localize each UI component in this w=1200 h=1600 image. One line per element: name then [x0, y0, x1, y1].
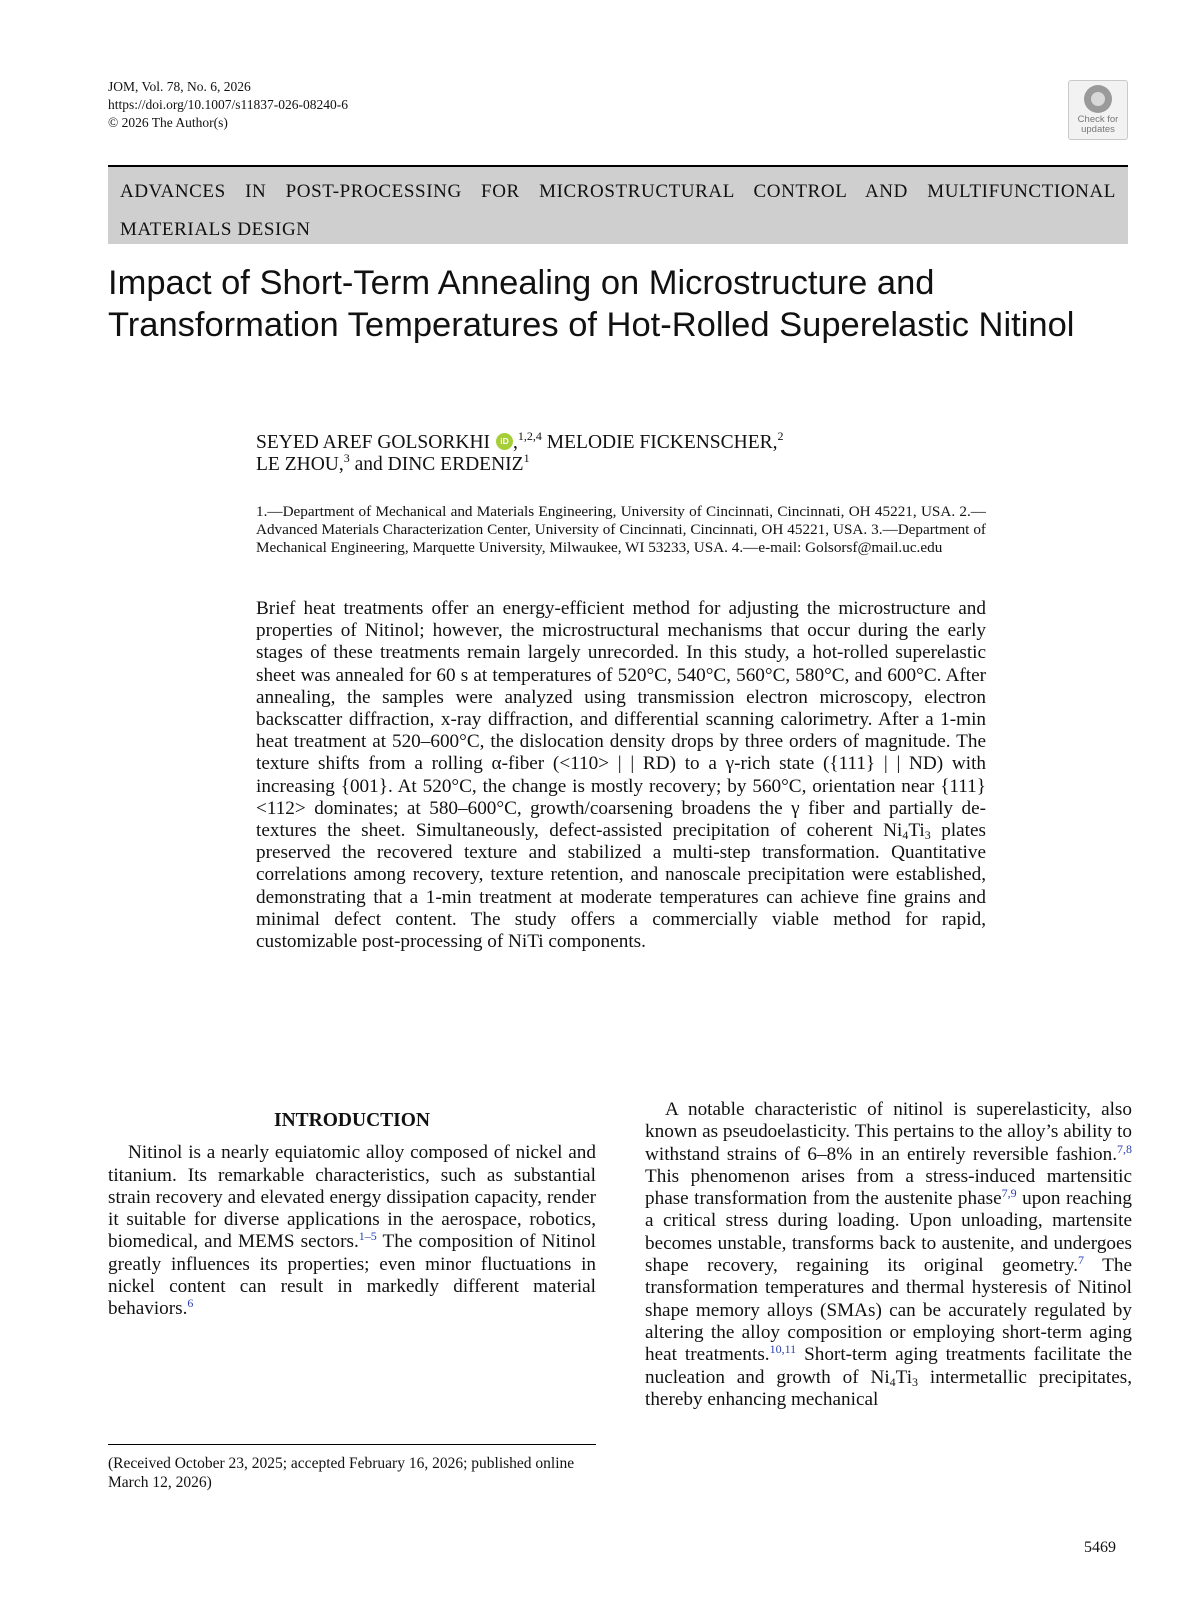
abstract-text: Brief heat treatments offer an energy-efficient method for adjusting the microstructure and properties of Nitinol; however, the microstructural mechanisms that occur during the early stages of these treatments remain largely unrecorded. In this study, a hot-rolled superelastic sheet was annealed for 60 s at temperatures of 520°C, 540°C, 560°C, 580°C, and 600°C. After annealing, the samples were analyzed using transmission electron microscopy, electron backscatter diffraction, x-ray diffraction, and differential scanning calorimetry. After a 1-min heat treatment at 520–600°C, the dislocation density drops by three orders of magnitude. The texture shifts from a rolling α-fiber (<110> | | RD) to a γ-rich state ({111} | | ND) with increasing {001}. At 520°C, the change is mostly recovery; by 560°C, orientation near {111}<112> dominates; at 580–600°C, growth/coarsening broadens the γ fiber and partially de-textures the sheet. Simultaneously, defect-assisted precipitation of coherent Ni — [256, 598, 986, 842]
author-conjunction: and — [354, 454, 383, 475]
subscript: 4 — [889, 1374, 896, 1389]
badge-label: Check for updates — [1077, 114, 1119, 135]
citation-link[interactable]: 10,11 — [769, 1342, 797, 1357]
citation-link[interactable]: 7,8 — [1117, 1141, 1132, 1156]
subscript: 3 — [924, 828, 931, 843]
abstract-text: Ti — [908, 820, 925, 842]
orcid-icon[interactable] — [496, 433, 513, 450]
author-affiliation-marks: 1,2,4 — [517, 429, 542, 443]
paragraph-text: Short-term aging treatments facilitate the nucleation and growth of Ni — [645, 1344, 1132, 1388]
subscript: 3 — [912, 1374, 919, 1389]
author-affiliation-marks: 3 — [343, 451, 350, 465]
citation-link[interactable]: 1–5 — [358, 1229, 377, 1244]
author-name: LE ZHOU, — [256, 454, 344, 475]
affiliations: 1.—Department of Mechanical and Materials Engineering, University of Cincinnati, Cincinnati, OH 45221, USA. 2.—Advanced Materials Characterization Center, University of Cincinnati, Cincinnati, OH 45221, USA. 3.—Department of Mechanical Engineering, Marquette University, Milwaukee, WI 53233, USA. 4.—e-mail: Golsorsf@mail.uc.edu — [256, 503, 986, 556]
section-heading: INTRODUCTION — [273, 1110, 431, 1131]
paragraph — [645, 1099, 1132, 1411]
citation-link[interactable]: 7 — [1078, 1253, 1085, 1268]
citation-link[interactable]: 7,9 — [1001, 1186, 1017, 1201]
paragraph-text: upon reaching a critical stress during loading. Upon unloading, martensite becomes unstable, transforms back to austenite, and undergoes shape recovery, regaining its original geometry. — [645, 1188, 1132, 1277]
paragraph-text: This phenomenon arises from a stress-induced martensitic phase transformation from the austenite phase — [645, 1165, 1132, 1210]
paragraph-text: Ti — [895, 1366, 913, 1388]
author-name: SEYED AREF GOLSORKHI — [256, 432, 491, 453]
paragraph-text: Nitinol is a nearly equiatomic alloy composed of nickel and titanium. Its remarkable characteristics, such as substantial strain recovery and elevated energy dissipation capacity, render it suitable for diverse applications in the aerospace, robotics, biomedical, and MEMS sectors. — [108, 1142, 596, 1253]
subscript: 4 — [902, 828, 909, 843]
paragraph-text: The transformation temperatures and thermal hysteresis of Nitinol shape memory alloys (SMAs) can be accurately regulated by altering the alloy composition or employing short-term aging heat treatments. — [645, 1255, 1133, 1366]
section-banner: ADVANCES IN POST-PROCESSING FOR MICROSTRUCTURAL CONTROL AND MULTIFUNCTIONAL MATERIALS DESIGN — [108, 165, 1128, 244]
author-name: MELODIE FICKENSCHER, — [546, 432, 778, 453]
paragraph-text: intermetallic precipitates, thereby enhancing mechanical — [645, 1366, 1132, 1410]
paragraph-text: The composition of Nitinol greatly influences its properties; even minor fluctuations in nickel content can result in markedly different material behaviors. — [108, 1231, 596, 1320]
author-affiliation-marks: 1 — [523, 451, 530, 465]
received-dates: (Received October 23, 2025; accepted February 16, 2026; published online March 12, 2026) — [108, 1455, 575, 1491]
author-name: DINC ERDENIZ — [387, 454, 524, 475]
footnote-divider — [108, 1444, 596, 1445]
paragraph-text: A notable characteristic of nitinol is superelasticity, also known as pseudoelasticity. This pertains to the alloy’s ability to withstand strains of 6–8% in an entirely reversible fashion. — [645, 1099, 1132, 1165]
journal-citation: JOM, Vol. 78, No. 6, 2026 — [108, 79, 251, 94]
citation-link[interactable]: 6 — [187, 1296, 194, 1311]
author-list: SEYED AREF GOLSORKHIiD ,$^{1,2,4}$ MELODIE FICKENSCHER,$^2$ LE ZHOU,$^3$ and DINC ERDENIZ$^1$ — [256, 432, 976, 476]
article-meta — [108, 78, 348, 132]
paragraph — [108, 1142, 596, 1320]
abstract-text: plates preserved the recovered texture and stabilized a multi-step transformation. Quantitative correlations among recovery, texture retention, and nanoscale precipitation were established, demonstrating that a 1-min treatment at moderate temperatures can achieve fine grains and minimal defect content. The study offers a commercially viable method for rapid, customizable post-processing of NiTi components. — [256, 820, 986, 953]
left-column — [108, 1110, 596, 1321]
article-title: Impact of Short-Term Annealing on Microstructure and Transformation Temperatures of Hot-Rolled Superelastic Nitinol — [108, 264, 1075, 344]
check-for-updates-icon — [1084, 85, 1112, 113]
check-for-updates-badge[interactable] — [1068, 80, 1128, 140]
copyright-notice: © 2026 The Author(s) — [108, 115, 228, 130]
abstract — [256, 598, 986, 953]
doi-link[interactable]: https://doi.org/10.1007/s11837-026-08240-6 — [108, 97, 349, 112]
page-number: 5469 — [1084, 1539, 1116, 1556]
author-affiliation-marks: 2 — [777, 429, 784, 443]
right-column — [645, 1099, 1132, 1411]
